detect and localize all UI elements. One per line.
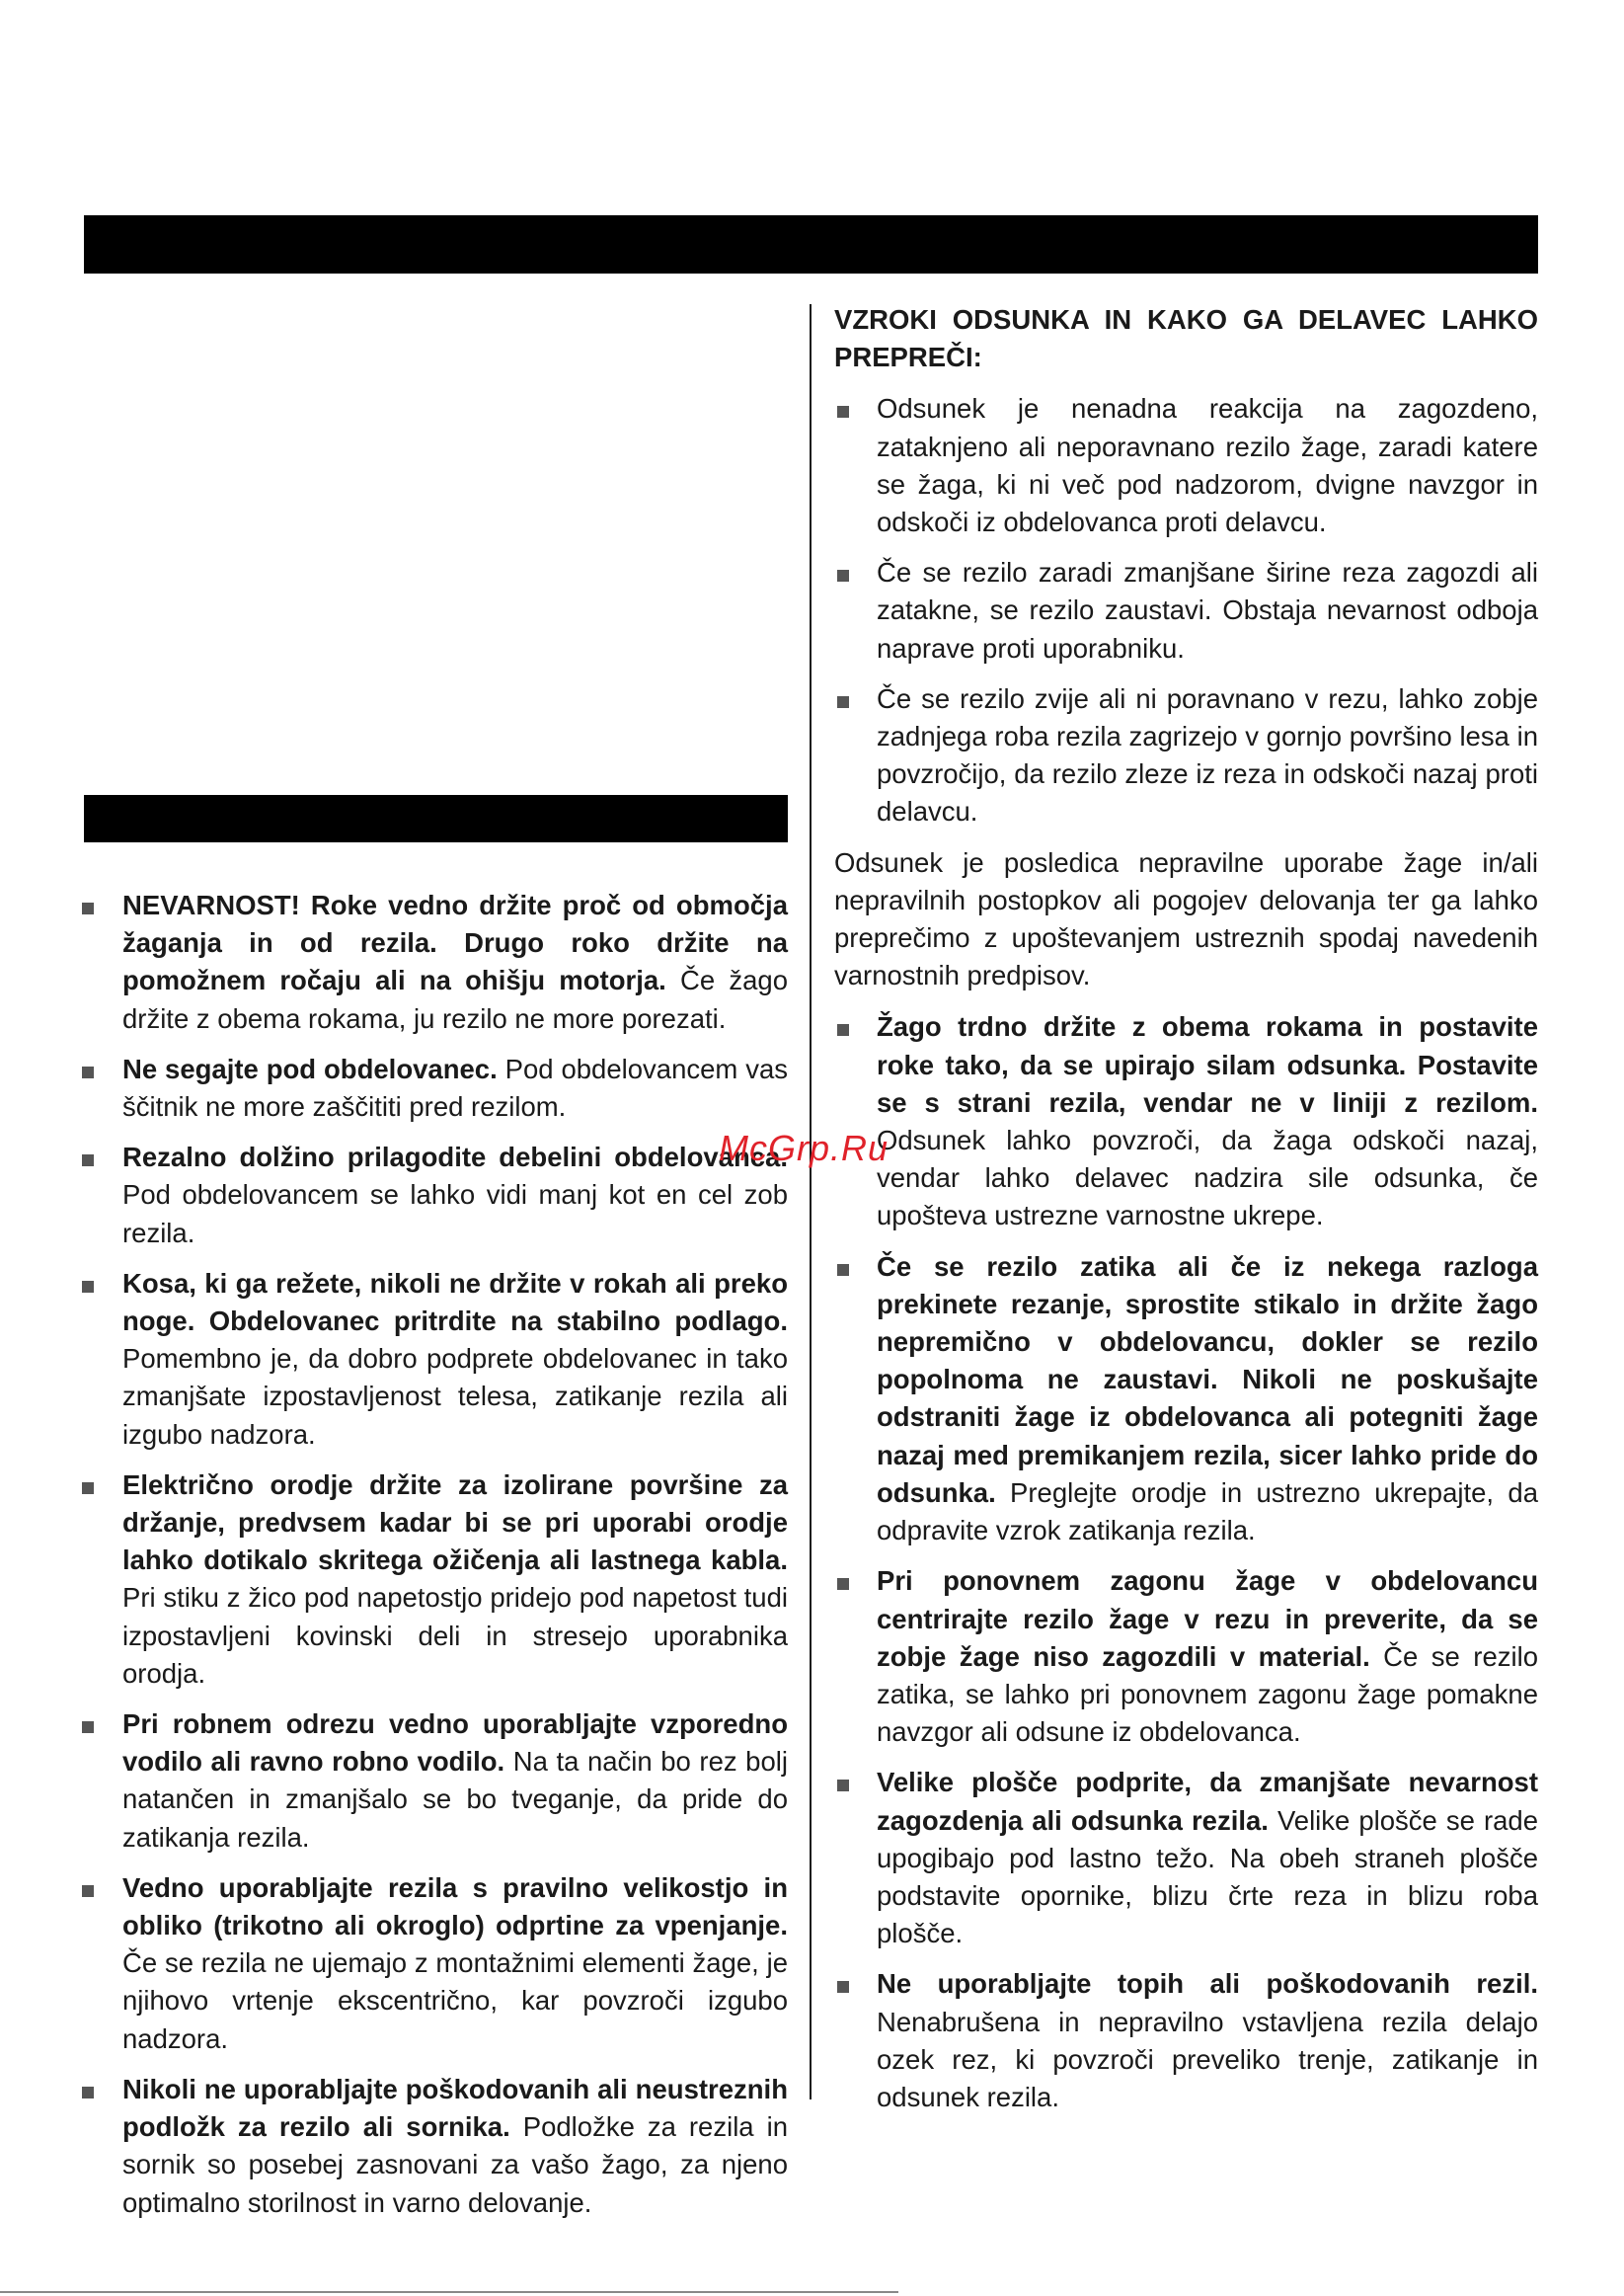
body-paragraph: Odsunek je posledica nepravilne uporabe žage in/ali nepravilnih postopkov ali pogojev delovanja ter ga lahko preprečimo z upoštevanjem ustreznih spodaj navedenih varnostnih predpisov.: [834, 846, 1538, 991]
list-item: Ne segajte pod obdelovanec. Pod obdelovancem vas ščitnik ne more zaščititi pred rezilom.: [81, 1051, 788, 1126]
column-divider: [810, 304, 812, 2099]
bullet-icon: [82, 903, 94, 914]
bullet-icon: [837, 1024, 849, 1036]
section-bar: [84, 795, 788, 842]
bullet-icon: [82, 1721, 94, 1733]
list-item: Pri ponovnem zagonu žage v obdelovancu centrirajte rezilo žage v rezu in preverite, da se zobje žage niso zagozdili v material. Če se rezilo zatika, se lahko pri ponovnem zagonu žage pomakne navzgor ali odsune iz obdelovanca.: [834, 1562, 1538, 1751]
list-item: Če se rezilo zaradi zmanjšane širine reza zagozdi ali zatakne, se rezilo zaustavi. Obstaja nevarnost odboja naprave proti uporabniku.: [834, 554, 1538, 668]
bullet-icon: [837, 1780, 849, 1791]
list-item: Če se rezilo zvije ali ni poravnano v rezu, lahko zobje zadnjega roba rezila zagrizejo v gornjo površino lesa in povzročijo, da rezilo zleze iz reza in odskoči nazaj proti delavcu.: [834, 680, 1538, 831]
bullet-icon: [82, 1154, 94, 1166]
section-heading: VZROKI ODSUNKA IN KAKO GA DELAVEC LAHKO PREPREČI:: [834, 304, 1538, 373]
list-item: Velike plošče podprite, da zmanjšate nevarnost zagozdenja ali odsunka rezila. Velike plošče se rade upogibajo pod lastno težo. Na obeh straneh plošče podstavite opornike, blizu črte reza in blizu roba plošče.: [834, 1764, 1538, 1952]
right-column: [834, 301, 1538, 2129]
bullet-icon: [82, 1885, 94, 1897]
list-item: NEVARNOST! Roke vedno držite proč od območja žaganja in od rezila. Drugo roko držite na pomožnem ročaju ali na ohišju motorja. Če žago držite z obema rokama, ju rezilo ne more porezati.: [81, 887, 788, 1038]
bullet-icon: [837, 696, 849, 708]
list-item: Če se rezilo zatika ali če iz nekega razloga prekinete rezanje, sprostite stikalo in držite žago nepremično v obdelovancu, dokler se rezilo popolnoma ne zaustavi. Nikoli ne poskušajte odstraniti žage iz obdelovanca ali potegniti žage nazaj med premikanjem rezila, sicer lahko pride do odsunka. Preglejte orodje in ustrezno ukrepajte, da odpravite vzrok zatikanja rezila.: [834, 1248, 1538, 1550]
list-item: Odsunek je nenadna reakcija na zagozdeno, zataknjeno ali neporavnano rezilo žage, zaradi katere se žaga, ki ni več pod nadzorom, dvigne navzgor in odskoči iz obdelovanca proti delavcu.: [834, 390, 1538, 541]
list-item: Ne uporabljajte topih ali poškodovanih rezil. Nenabrušena in nepravilno vstavljena rezila delajo ozek rez, ki povzroči preveliko trenje, zatikanje in odsunek rezila.: [834, 1965, 1538, 2116]
bullet-icon: [82, 1482, 94, 1494]
header-bar: [84, 215, 1538, 274]
list-item: Vedno uporabljajte rezila s pravilno velikostjo in obliko (trikotno ali okroglo) odprtine za vpenjanje. Če se rezila ne ujemajo z montažnimi elementi žage, je njihovo vrtenje ekscentrično, kar povzroči izgubo nadzora.: [81, 1869, 788, 2058]
list-item: Nikoli ne uporabljajte poškodovanih ali neustreznih podložk za rezilo ali sornika. Podložke za rezila in sornik so posebej zasnovani za vašo žago, za njeno optimalno storilnost in varno delovanje.: [81, 2071, 788, 2222]
bullet-icon: [82, 2087, 94, 2098]
list-item: Pri robnem odrezu vedno uporabljajte vzporedno vodilo ali ravno robno vodilo. Na ta način bo rez bolj natančen in zmanjšalo se bo tveganje, da pride do zatikanja rezila.: [81, 1705, 788, 1857]
bullet-icon: [82, 1281, 94, 1293]
list-item: Žago trdno držite z obema rokama in postavite roke tako, da se upirajo silam odsunka. Postavite se s strani rezila, vendar ne v liniji z rezilom. Odsunek lahko povzroči, da žaga odskoči nazaj, vendar lahko delavec nadzira sile odsunka, če upošteva ustrezne varnostne ukrepe.: [834, 1008, 1538, 1234]
bullet-icon: [82, 1067, 94, 1078]
list-item: Rezalno dolžino prilagodite debelini obdelovanca. Pod obdelovancem se lahko vidi manj kot en cel zob rezila.: [81, 1139, 788, 1252]
bullet-icon: [837, 1264, 849, 1276]
list-item: Električno orodje držite za izolirane površine za držanje, predvsem kadar bi se pri uporabi orodje lahko dotikalo skritega ožičenja ali lastnega kabla. Pri stiku z žico pod napetostjo pridejo pod napetost tudi izpostavljeni kovinski deli in stresejo uporabnika orodja.: [81, 1466, 788, 1693]
bullet-icon: [837, 1981, 849, 1993]
footer-line: [0, 2291, 898, 2293]
left-column: [81, 887, 788, 2235]
bullet-icon: [837, 1578, 849, 1590]
watermark-text: McGrp.Ru: [719, 1128, 889, 1168]
list-item: Kosa, ki ga režete, nikoli ne držite v rokah ali preko noge. Obdelovanec pritrdite na stabilno podlago. Pomembno je, da dobro podprete obdelovanec in tako zmanjšate izpostavljenost telesa, zatikanje rezila ali izgubo nadzora.: [81, 1265, 788, 1454]
bullet-icon: [837, 570, 849, 582]
bullet-icon: [837, 406, 849, 418]
